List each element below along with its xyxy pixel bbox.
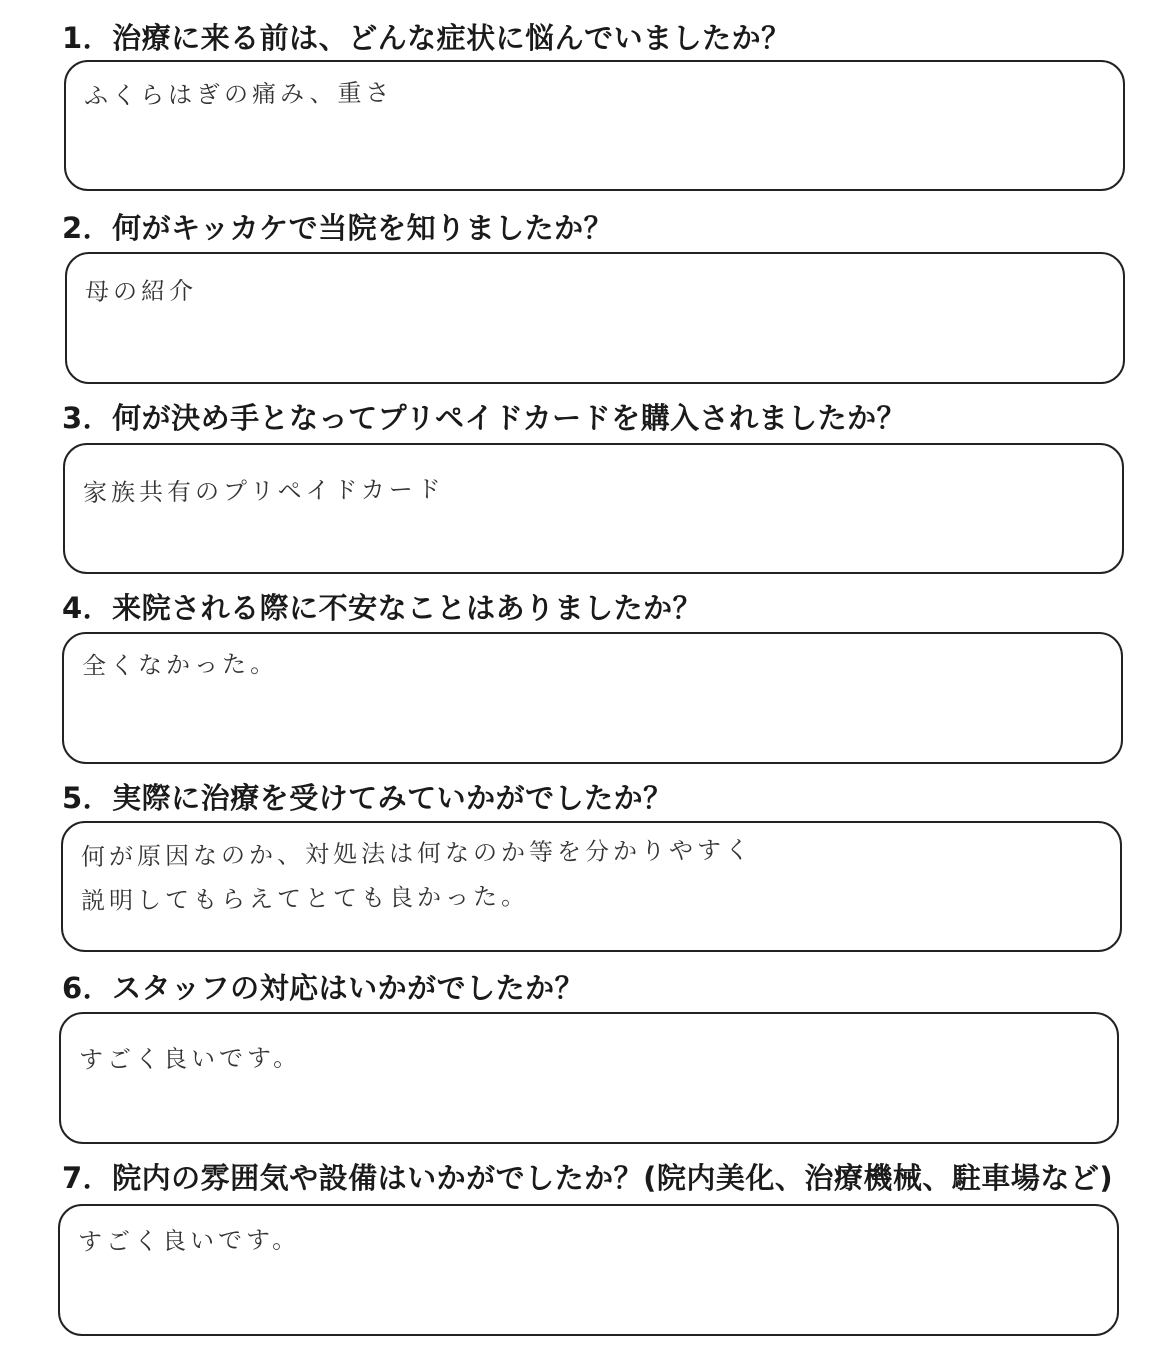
answer-4-line-1: 全くなかった。 <box>81 649 279 680</box>
answer-2-box <box>65 252 1125 384</box>
answer-6-box <box>59 1012 1119 1144</box>
answer-7-line-1: すごく良いです。 <box>77 1225 301 1256</box>
answer-1-box <box>64 60 1125 191</box>
answer-6-line-1: すごく良いです。 <box>78 1043 302 1074</box>
answer-1-line-1: ふくらはぎの痛み、重さ <box>83 78 394 110</box>
question-6-label: 6．スタッフの対応はいかがでしたか？ <box>62 971 585 1005</box>
answer-5-line-1: 何が原因なのか、対処法は何なのか等を分かりやすく <box>80 835 754 871</box>
question-5-label: 5．実際に治療を受けてみていかがでしたか？ <box>62 781 673 815</box>
question-1-label: 1．治療に来る前は、どんな症状に悩んでいましたか？ <box>62 21 791 55</box>
question-3-label: 3．何が決め手となってプリペイドカードを購入されましたか？ <box>62 401 907 435</box>
question-7-label: 7．院内の雰囲気や設備はいかがでしたか？(院内美化、治療機械、駐車場など) <box>62 1161 1114 1195</box>
answer-5-box <box>61 821 1122 952</box>
answer-4-box <box>62 632 1123 764</box>
answer-3-line-1: 家族共有のプリペイドカード <box>82 475 445 507</box>
question-4-label: 4．来院される際に不安なことはありましたか？ <box>62 591 703 625</box>
answer-2-line-1: 母の紹介 <box>84 276 198 306</box>
question-2-label: 2．何がキッカケで当院を知りましたか？ <box>62 211 614 245</box>
answer-5-line-2: 説明してもらえてとても良かった。 <box>80 882 530 915</box>
answer-3-box <box>63 443 1124 574</box>
answer-7-box <box>58 1204 1119 1336</box>
